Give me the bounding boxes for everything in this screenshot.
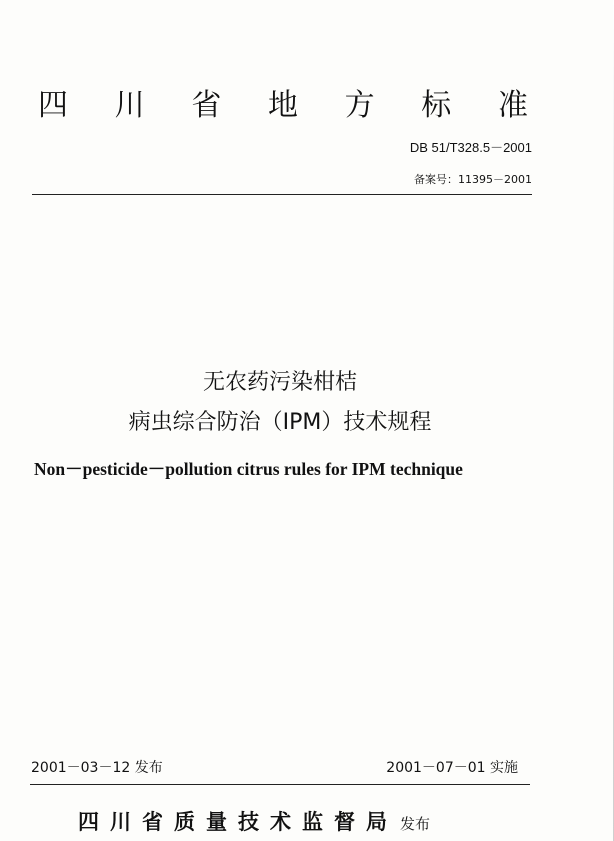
standard-type-heading bbox=[38, 80, 528, 124]
implementation-date: 2001－07－01 实施 bbox=[386, 760, 518, 776]
issuing-authority: 四川省质量技术监督局 bbox=[78, 810, 398, 834]
standard-type-char: 川 bbox=[114, 88, 145, 123]
standard-type-char: 方 bbox=[344, 88, 375, 123]
title-chinese-line-2: 病虫综合防治（IPM）技术规程 bbox=[128, 410, 432, 435]
standard-type-char: 地 bbox=[267, 88, 298, 123]
filing-number: 备案号：11395－2001 bbox=[414, 173, 532, 186]
standard-type-char: 省 bbox=[191, 88, 222, 123]
title-chinese-line-1: 无农药污染柑桔 bbox=[202, 370, 357, 395]
title-english: Non－pesticide－pollution citrus rules for IPM technique bbox=[34, 459, 463, 479]
standard-type-char: 标 bbox=[421, 88, 452, 123]
publisher-line bbox=[78, 806, 430, 836]
standard-code: DB 51/T328.5－2001 bbox=[409, 140, 532, 155]
top-divider bbox=[32, 194, 532, 195]
standard-type-char: 准 bbox=[497, 88, 528, 123]
issuer-suffix: 发布 bbox=[400, 815, 431, 833]
issue-date: 2001－03－12 发布 bbox=[31, 760, 163, 776]
bottom-divider bbox=[30, 784, 530, 785]
standard-type-char: 四 bbox=[38, 88, 68, 123]
